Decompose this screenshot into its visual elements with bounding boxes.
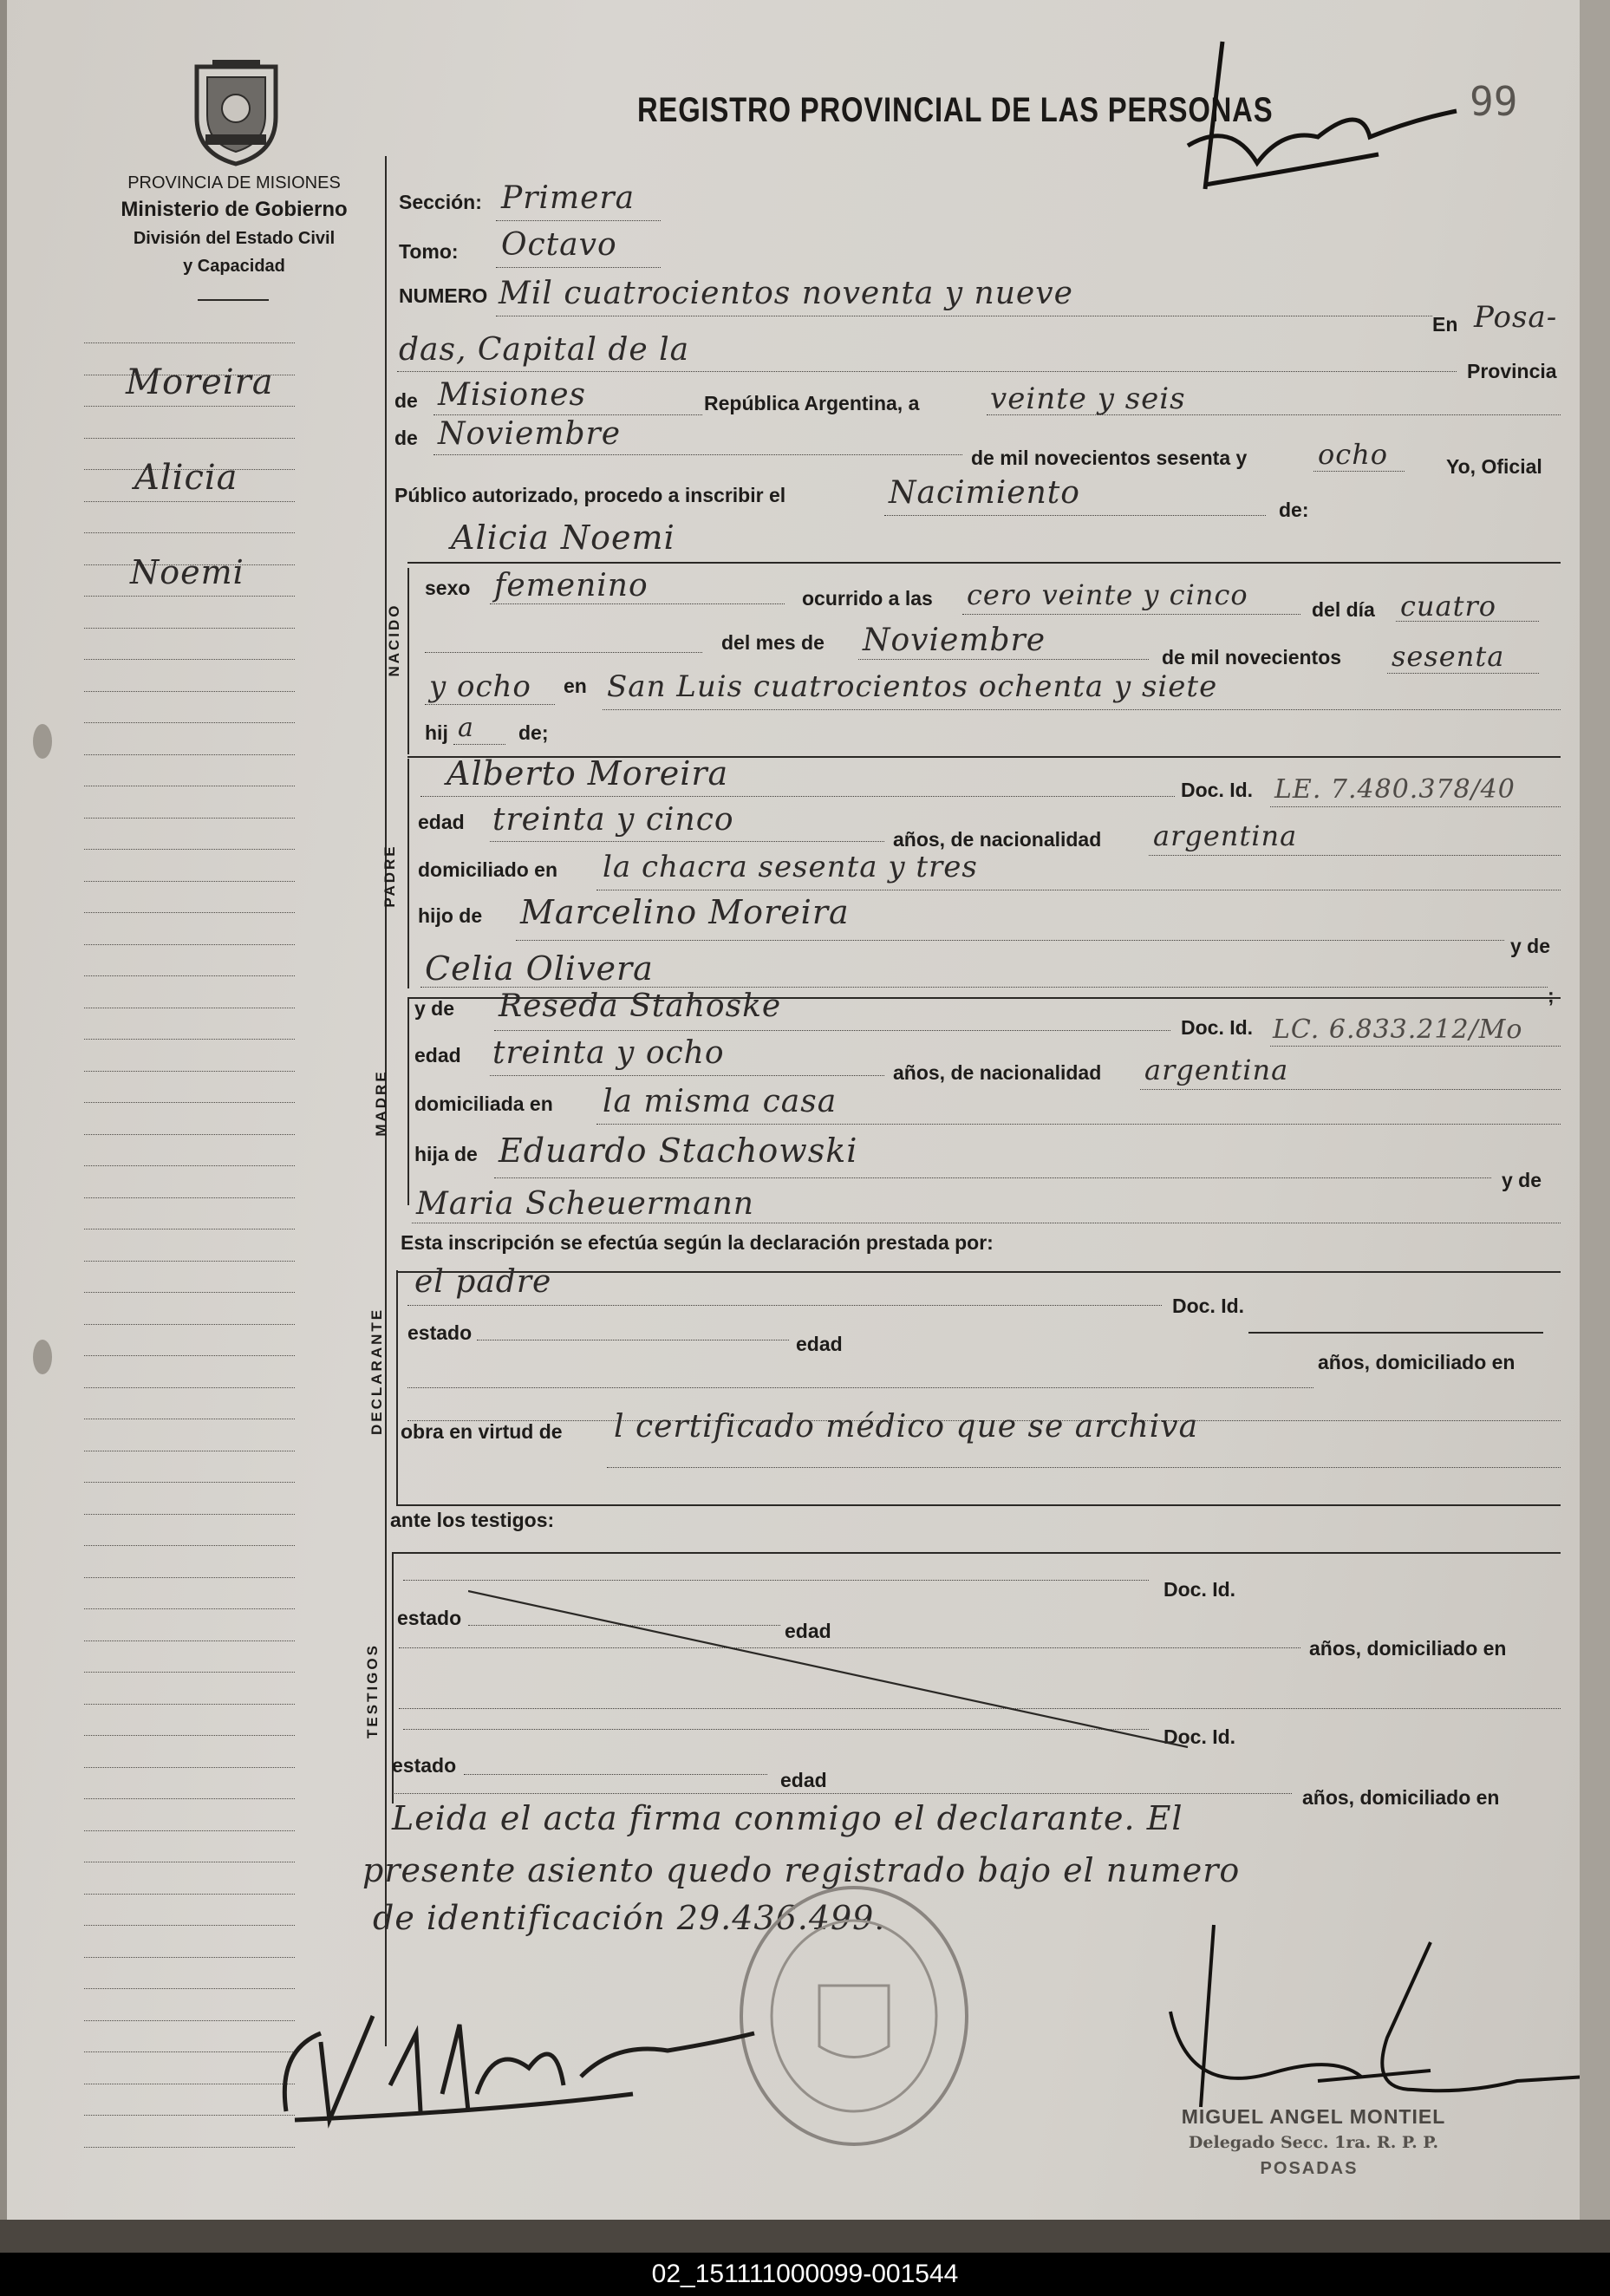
sexo-label: sexo: [425, 577, 471, 599]
madre-nacionalidad: argentina: [1144, 1053, 1289, 1086]
edad-label: edad: [785, 1620, 831, 1642]
padre-edad: treinta y cinco: [492, 802, 734, 838]
stub-rule-line: [84, 1830, 295, 1831]
numero-label: NUMERO: [399, 284, 488, 307]
year-value: ocho: [1318, 438, 1389, 471]
declarante-name: el padre: [414, 1264, 552, 1300]
seccion-label: Sección:: [399, 191, 482, 213]
month-value: Noviembre: [438, 416, 622, 452]
nacionalidad-label: años, de nacionalidad: [893, 828, 1102, 851]
tomo-value: Octavo: [501, 227, 617, 263]
hora-value: cero veinte y cinco: [967, 578, 1248, 611]
ocurrido-label: ocurrido a las: [802, 587, 933, 610]
stub-rule-line: [84, 1735, 295, 1736]
padre-domicilio: la chacra sesenta y tres: [603, 850, 978, 884]
madre-domicilio: la misma casa: [603, 1084, 838, 1119]
nacionalidad-label: años, de nacionalidad: [893, 1061, 1102, 1084]
domicilio-label: domiciliado en: [418, 858, 558, 881]
stub-rule-line: [84, 1894, 295, 1895]
mes-value: Noviembre: [863, 623, 1046, 658]
madre-edad: treinta y ocho: [492, 1035, 725, 1071]
de-label: de;: [518, 721, 549, 744]
de2-label: de:: [1279, 499, 1309, 521]
image-id-footer: 02_151111000099-001544: [0, 2253, 1610, 2296]
padre-name: Alberto Moreira: [446, 754, 729, 793]
stub-rule-line: [84, 1387, 295, 1388]
stub-rule-line: [84, 1229, 295, 1230]
stub-rule-line: [84, 1482, 295, 1483]
stub-rule-line: [84, 532, 295, 533]
doc-label: Doc. Id.: [1172, 1295, 1245, 1317]
madre-parent: Eduardo Stachowski: [499, 1132, 858, 1170]
stub-rule-line: [84, 912, 295, 913]
anios-label: años, domiciliado en: [1302, 1786, 1500, 1809]
de-label: de: [394, 389, 418, 412]
stub-rule-line: [84, 975, 295, 976]
stub-rule-line: [84, 1197, 295, 1198]
doc-label: Doc. Id.: [1181, 779, 1254, 801]
en-label: En: [1432, 313, 1458, 336]
stub-rule-line: [84, 2051, 295, 2052]
estado-label: estado: [392, 1754, 457, 1777]
official-place: POSADAS: [1260, 2159, 1359, 2178]
stub-rule-line: [84, 596, 295, 597]
y-de-label: y de: [1510, 935, 1551, 957]
stub-rule-line: [84, 659, 295, 660]
edad-label: edad: [418, 811, 465, 833]
stub-rule-line: [84, 1545, 295, 1546]
stub-surname: Moreira: [126, 362, 274, 402]
city-value: das, Capital de la: [399, 332, 690, 368]
stub-rule-line: [84, 438, 295, 439]
acto-value: Nacimiento: [889, 475, 1080, 511]
stub-rule-line: [84, 2115, 295, 2116]
stub-rule-line: [84, 1039, 295, 1040]
mil-label: de mil novecientos: [1162, 646, 1342, 669]
stub-rule-line: [84, 1324, 295, 1325]
hij-label: hij: [425, 721, 448, 744]
cancellation-line: [468, 1587, 1196, 1751]
semicolon: ;: [1548, 984, 1555, 1007]
madre-doc: LC. 6.833.212/Mo: [1273, 1014, 1523, 1045]
estado-label: estado: [397, 1607, 462, 1629]
province-hand: Misiones: [438, 377, 587, 413]
stub-rule-line: [84, 406, 295, 407]
doc-label: Doc. Id.: [1181, 1016, 1254, 1039]
mil-label: de mil novecientos sesenta y: [971, 447, 1248, 469]
en-label: en: [564, 675, 587, 697]
stub-name: Alicia: [134, 458, 238, 498]
sexo-value: femenino: [494, 568, 649, 603]
closing-line: de identificación 29.436.499.: [373, 1899, 886, 1937]
stub-rule-line: [84, 2147, 295, 2148]
anios-label: años, domiciliado en: [1309, 1637, 1507, 1660]
padre-doc: LE. 7.480.378/40: [1274, 774, 1515, 805]
provincia-label: Provincia: [1467, 360, 1557, 382]
edad-label: edad: [780, 1769, 827, 1791]
child-name: Alicia Noemi: [451, 519, 675, 557]
stub-rule-line: [84, 501, 295, 502]
anio-value: sesenta: [1392, 640, 1505, 673]
stub-rule-line: [84, 628, 295, 629]
doc-label: Doc. Id.: [1164, 1725, 1236, 1748]
dia-value: cuatro: [1400, 590, 1497, 623]
page-title: REGISTRO PROVINCIAL DE LAS PERSONAS: [637, 91, 1274, 129]
province-label: PROVINCIA DE MISIONES: [127, 173, 341, 192]
hija-label: hija de: [414, 1143, 478, 1165]
stub-rule-line: [84, 1798, 295, 1799]
stub-rule-line: [84, 2020, 295, 2021]
lugar-value: San Luis cuatrocientos ochenta y siete: [607, 669, 1218, 704]
padre-side-label: PADRE: [381, 844, 398, 908]
numero-value: Mil cuatrocientos noventa y nueve: [499, 276, 1073, 311]
stub-rule-line: [84, 1704, 295, 1705]
y-de-label: y de: [414, 997, 455, 1020]
en-value: Posa-: [1474, 300, 1558, 335]
stub-rule-line: [84, 1102, 295, 1103]
binding-hole: [33, 1340, 52, 1374]
testigos-side-label: TESTIGOS: [364, 1643, 381, 1738]
seccion-value: Primera: [501, 180, 636, 216]
domicilio-label: domiciliada en: [414, 1093, 553, 1115]
stub-rule-line: [84, 818, 295, 819]
stub-rule-line: [84, 1957, 295, 1958]
hijo-label: hijo de: [418, 904, 483, 927]
anio-value: y ocho: [429, 669, 531, 704]
y-de-label: y de: [1502, 1169, 1542, 1191]
oficial-label: Yo, Oficial: [1446, 455, 1542, 478]
official-role: Delegado Secc. 1ra. R. P. P.: [1188, 2133, 1439, 2152]
estado-label: estado: [407, 1321, 473, 1344]
stub-rule-line: [84, 944, 295, 945]
stub-rule-line: [84, 342, 295, 343]
obra-value: l certificado médico que se archiva: [614, 1409, 1199, 1445]
provincial-crest-icon: [186, 56, 286, 169]
stub-rule-line: [84, 1640, 295, 1641]
stub-rule-line: [84, 1355, 295, 1356]
doc-label: Doc. Id.: [1164, 1578, 1236, 1601]
stub-rule-line: [84, 1165, 295, 1166]
day-value: veinte y seis: [990, 382, 1186, 416]
tomo-label: Tomo:: [399, 240, 459, 263]
stub-rule-line: [84, 691, 295, 692]
republica-label: República Argentina, a: [704, 392, 920, 414]
stub-rule-line: [84, 849, 295, 850]
de-label: de: [394, 427, 418, 449]
stub-rule-line: [84, 1672, 295, 1673]
padre-parent: Marcelino Moreira: [520, 893, 850, 931]
ministry-label: Ministerio de Gobierno: [121, 198, 348, 221]
declaracion-intro: Esta inscripción se efectúa según la declaración prestada por:: [401, 1231, 994, 1254]
stub-rule-line: [84, 881, 295, 882]
declarante-side-label: DECLARANTE: [368, 1307, 385, 1435]
stub-rule-line: [84, 722, 295, 723]
edad-label: edad: [414, 1044, 461, 1066]
publico-label: Público autorizado, procedo a inscribir el: [394, 484, 786, 506]
madre-parent: Maria Scheuermann: [416, 1186, 754, 1222]
edad-label: edad: [796, 1333, 843, 1355]
padre-nacionalidad: argentina: [1153, 819, 1298, 852]
del-dia-label: del día: [1312, 598, 1375, 621]
stub-rule-line: [84, 1577, 295, 1578]
signature-scribble-icon: [1153, 24, 1474, 198]
official-name: MIGUEL ANGEL MONTIEL: [1181, 2105, 1446, 2128]
division-label: División del Estado Civil: [133, 229, 336, 248]
testigos-intro: ante los testigos:: [390, 1509, 555, 1531]
stub-rule-line: [84, 754, 295, 755]
closing-line: presente asiento quedo registrado bajo el numero: [362, 1851, 1241, 1889]
declarant-signature: [269, 1981, 789, 2137]
stub-name: Noemi: [130, 553, 244, 591]
hij-suffix: a: [458, 713, 474, 743]
stub-rule-line: [84, 1988, 295, 1989]
division-label: y Capacidad: [183, 257, 285, 276]
del-mes-label: del mes de: [721, 631, 825, 654]
binding-hole: [33, 724, 52, 759]
stub-rule-line: [84, 1514, 295, 1515]
stub-rule-line: [84, 1767, 295, 1768]
nacido-side-label: NACIDO: [386, 603, 402, 677]
stub-rule-line: [84, 1608, 295, 1609]
closing-line: Leida el acta firma conmigo el declarante. El: [392, 1799, 1183, 1837]
folio-number: 99: [1470, 78, 1518, 125]
stub-rule-line: [84, 1925, 295, 1926]
stub-rule-line: [84, 1134, 295, 1135]
madre-side-label: MADRE: [373, 1069, 389, 1137]
stub-rule-line: [84, 1261, 295, 1262]
madre-name: Reseda Stahoske: [499, 988, 782, 1024]
stub-rule-line: [84, 1292, 295, 1293]
obra-label: obra en virtud de: [401, 1420, 563, 1443]
padre-parent: Celia Olivera: [425, 949, 654, 988]
anios-label: años, domiciliado en: [1318, 1351, 1515, 1373]
stub-rule-line: [84, 1071, 295, 1072]
